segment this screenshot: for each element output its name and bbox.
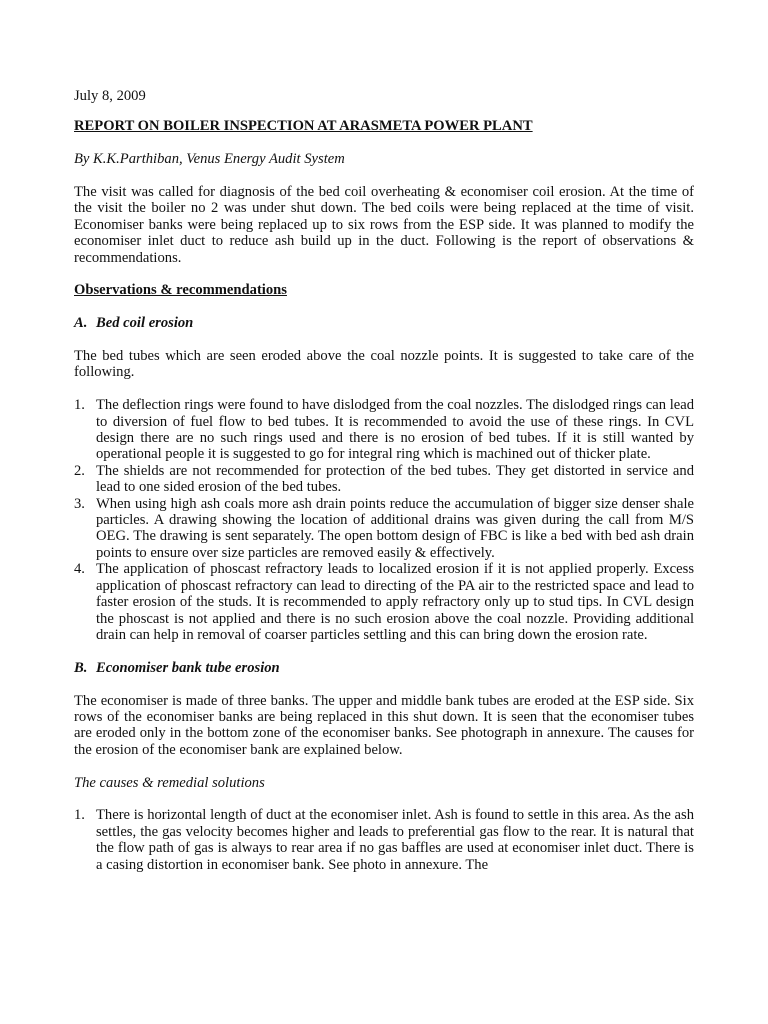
section-a-title: Bed coil erosion <box>96 315 194 332</box>
list-item-number: 2. <box>74 462 85 479</box>
document-page <box>74 88 694 873</box>
section-a-letter: A. <box>74 315 88 332</box>
list-item-number: 4. <box>74 561 85 578</box>
section-a-list <box>74 397 694 643</box>
list-item-number: 3. <box>74 495 85 512</box>
section-b-title: Economiser bank tube erosion <box>96 659 280 676</box>
list-item <box>74 496 694 562</box>
list-item-text: When using high ash coals more ash drain points reduce the accumulation of bigger size denser shale particles. A drawing showing the location of additional drains was given during the call from M/S OEG. The drawing is sent separately. The open bottom design of FBC is like a bed with bed ash drain points to ensure over size particles are removed easily & effectively. <box>96 495 694 561</box>
section-b-intro: The economiser is made of three banks. The upper and middle bank tubes are eroded at the ESP side. Six rows of the economiser banks are being replaced in this shut down. It is seen that the economiser tubes are eroded only in the bottom zone of the economiser banks. See photograph in annexure. The causes for the erosion of the economiser bank are explained below. <box>74 692 694 758</box>
report-byline: By K.K.Parthiban, Venus Energy Audit System <box>74 151 345 168</box>
section-b-list <box>74 807 694 873</box>
section-b-heading <box>74 660 694 676</box>
list-item-text: The shields are not recommended for protection of the bed tubes. They get distorted in service and lead to one sided erosion of the bed tubes. <box>96 462 694 496</box>
report-title: REPORT ON BOILER INSPECTION AT ARASMETA POWER PLANT <box>74 118 533 135</box>
observations-heading: Observations & recommendations <box>74 282 287 299</box>
list-item-text: The deflection rings were found to have dislodged from the coal nozzles. The dislodged rings can lead to diversion of fuel flow to bed tubes. It is recommended to avoid the use of these rings. In CVL design there are no such rings used and there is no erosion of bed tubes. If it is still wanted by operational people it is suggested to go for integral ring which is machined out of thicker plate. <box>96 397 694 463</box>
list-item-number: 1. <box>74 397 85 414</box>
section-a-intro: The bed tubes which are seen eroded above the coal nozzle points. It is suggested to take care of the following. <box>74 348 694 381</box>
list-item <box>74 463 694 496</box>
section-a-heading <box>74 315 694 331</box>
list-item-text: There is horizontal length of duct at the economiser inlet. Ash is found to settle in this area. As the ash settles, the gas velocity becomes higher and leads to preferential gas flow to the rear. It is natural that the flow path of gas is always to rear area if no gas baffles are used at economiser inlet duct. There is a casing distortion in economiser bank. See photo in annexure. The <box>96 807 694 873</box>
section-b-letter: B. <box>74 659 88 676</box>
list-item-number: 1. <box>74 807 85 824</box>
list-item <box>74 561 694 643</box>
report-date: July 8, 2009 <box>74 88 146 104</box>
list-item-text: The application of phoscast refractory leads to localized erosion if it is not applied properly. Excess application of phoscast refractory can lead to directing of the PA air to the restricted space and lead to faster erosion of the studs. It is recommended to apply refractory only up to stud tips. In CVL design the phoscast is not applied and there is no such erosion above the coal nozzle. Providing additional drain can help in removal of coarser particles settling and this can bring down the erosion rate. <box>96 561 694 643</box>
list-item <box>74 807 694 873</box>
list-item <box>74 397 694 463</box>
causes-heading: The causes & remedial solutions <box>74 774 265 791</box>
intro-paragraph: The visit was called for diagnosis of the bed coil overheating & economiser coil erosion. At the time of the visit the boiler no 2 was under shut down. The bed coils were being replaced at the time of visit. Economiser banks were being replaced up to six rows from the ESP side. It was planned to modify the economiser inlet duct to reduce ash build up in the duct. Following is the report of observations & recommendations. <box>74 184 694 266</box>
